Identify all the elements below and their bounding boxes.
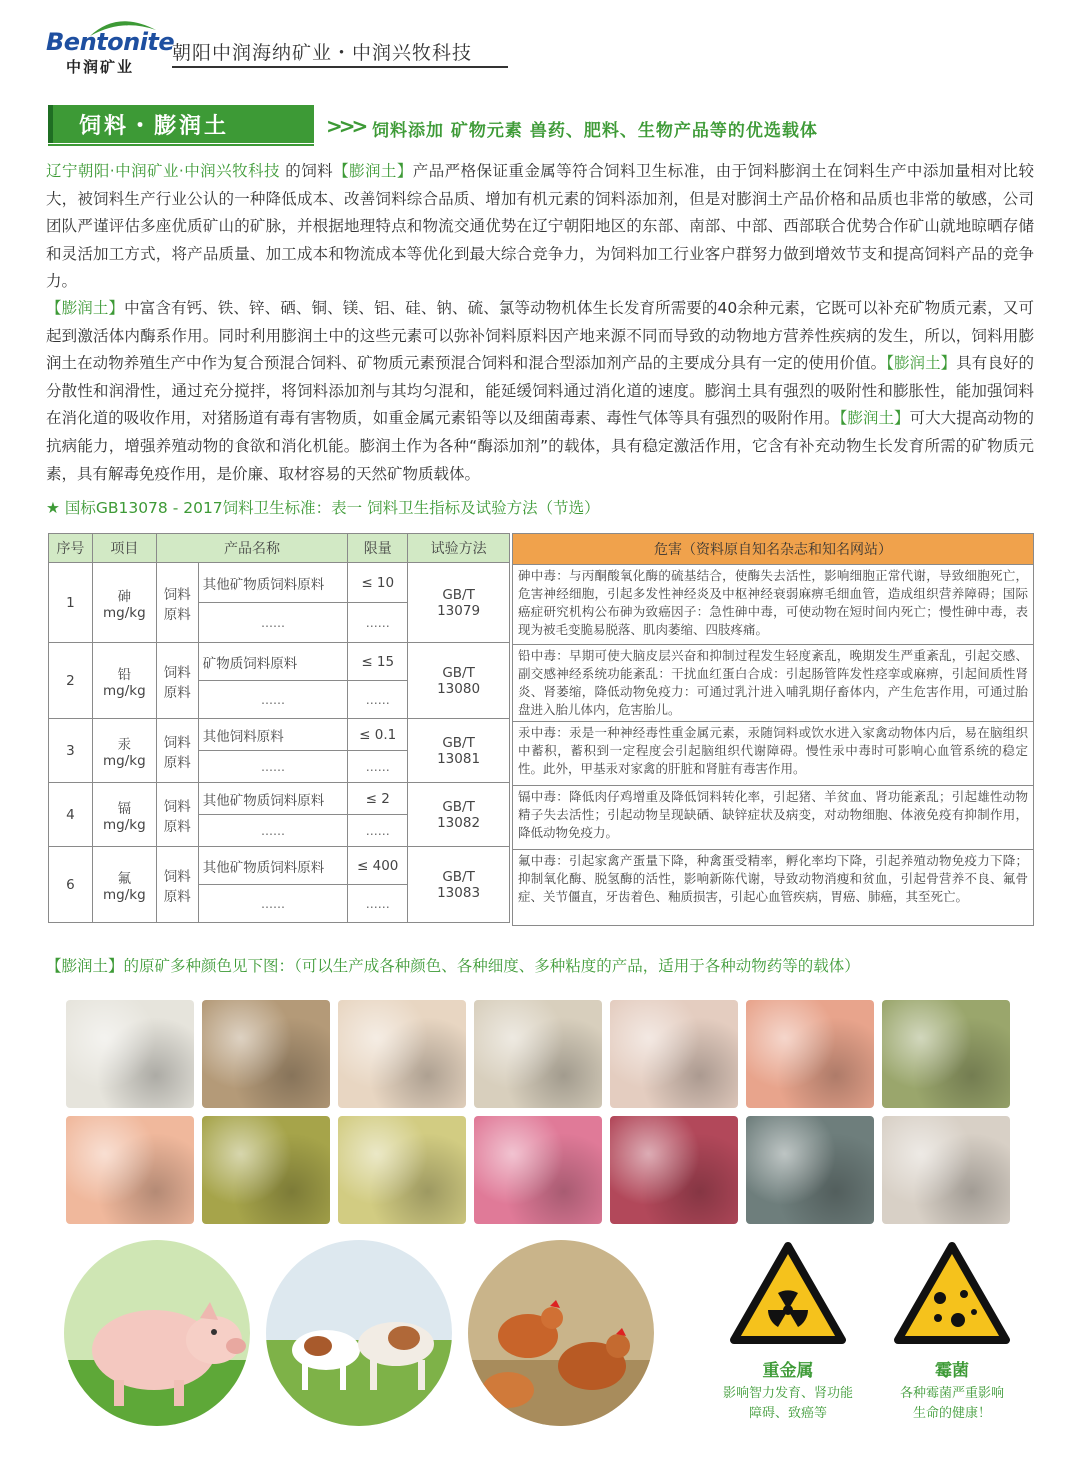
row-ellipsis: …… [348, 885, 408, 923]
logo-text: Bentonite [46, 28, 175, 56]
mineral-color-title: 【膨润土】的原矿多种颜色见下图：（可以生产成各种颜色、各种细度、多种粘度的产品，适用于各种动物药等的载体） [46, 957, 860, 975]
standard-table [48, 533, 510, 923]
pig-image [64, 1240, 250, 1426]
title-underline [172, 66, 508, 68]
table-row [49, 643, 510, 681]
harm-row [513, 850, 1034, 926]
harm-row [513, 722, 1034, 786]
harm-row [513, 645, 1034, 722]
mineral-sample-image [746, 1116, 874, 1224]
row-ellipsis: …… [198, 751, 348, 783]
harm-header: 危害（资料原自知名杂志和知名网站） [513, 534, 1034, 565]
col-header: 产品名称 [156, 534, 347, 563]
mineral-sample-image [474, 1000, 602, 1108]
row-number: 4 [49, 783, 93, 847]
mineral-sample-image [610, 1116, 738, 1224]
row-ellipsis: …… [198, 603, 348, 643]
row-product: 其他矿物质饲料原料 [198, 847, 348, 885]
harm-text: 砷中毒：与丙酮酸氧化酶的硫基结合，使酶失去活性，影响细胞正常代谢，导致细胞死亡，危害神经细胞，引起多发性神经炎及中枢神经衰弱麻痹毛细血管，造成组织营养障碍；国际癌症研究机构公布砷为致癌因子：急性砷中毒，可使动物在短时间内死亡；慢性砷中毒，表现为被毛变脆易脱落、肌肉萎缩、四肢疼痛。 [513, 565, 1034, 645]
mineral-sample-image [746, 1000, 874, 1108]
intro-paragraph: 辽宁朝阳·中润矿业·中润兴牧科技 的饲料【膨润土】产品严格保证重金属等符合饲料卫生标准，由于饲料膨润土在饲料生产中添加量相对比较大，被饲料生产行业公认的一种降低成本、改善饲料综合品质、增加有机元素的饲料添加剂，但是对膨润土产品价格和品质也非常的敏感，公司团队严谨评估多座优质矿山的矿脉，并根据地理特点和物流交通优势在辽宁朝阳地区的东部、南部、中部、西部联合优势合作矿山就地晾晒存储和灵活加工方式，将产品质量、加工成本和物流成本等优化到最大综合竞争力，为饲料加工行业客户群努力做到增效节支和提高饲料产品的竞争力。 [46, 162, 1034, 291]
body-paragraph: 【膨润土】中富含有钙、铁、锌、硒、铜、镁、铝、硅、钠、硫、氯等动物机体生长发育所需要的40余种元素，它既可以补充矿物质元素，又可起到激活体内酶系作用。同时利用膨润土中的这些元素可以弥补饲料原料因产地来源不同而导致的动物地方营养性疾病的发生，所以，饲料用膨润土在动物养殖生产中作为复合预混合饲料、矿物质元素预混合饲料和混合型添加剂产品的主要成分具有一定的使用价值。【膨润土】具有良好的分散性和润滑性，通过充分搅拌，将饲料添加剂与其均匀混和，能延缓饲料通过消化道的速度。膨润土具有强烈的吸附性和膨胀性，能加强饲料在消化道的吸收作用，对猪肠道有毒有害物质，如重金属元素铅等以及细菌毒素、毒性气体等具有强烈的吸附作用。【膨润土】可大大提高动物的抗病能力，增强养殖动物的食欲和消化机能。膨润土作为各种“酶添加剂”的载体，具有稳定激活作用，它含有补充动物生长发育所需的矿物质元素，具有解毒免疫作用，是价廉、取材容易的天然矿物质载体。 [46, 299, 1034, 483]
chevrons-icon: >>> [326, 114, 365, 138]
mineral-sample-image [66, 1116, 194, 1224]
col-header: 试验方法 [408, 534, 510, 563]
mineral-sample-image [882, 1000, 1010, 1108]
row-category: 饲料原料 [156, 847, 198, 923]
row-category: 饲料原料 [156, 563, 198, 643]
row-ellipsis: …… [348, 603, 408, 643]
row-item: 镉 mg/kg [92, 783, 156, 847]
mineral-sample-image [338, 1000, 466, 1108]
mineral-sample-image [66, 1000, 194, 1108]
row-number: 2 [49, 643, 93, 719]
banner-subtitle: 饲料添加 矿物元素 兽药、肥料、生物产品等的优选载体 [372, 121, 818, 141]
banner-underline [48, 144, 314, 146]
table-row [49, 719, 510, 751]
mineral-sample-image [882, 1116, 1010, 1224]
mineral-sample-image [202, 1000, 330, 1108]
row-category: 饲料原料 [156, 783, 198, 847]
table-header-row [49, 534, 510, 563]
row-item: 氟 mg/kg [92, 847, 156, 923]
harm-table [512, 533, 1034, 926]
row-item: 砷 mg/kg [92, 563, 156, 643]
radiation-icon [728, 1240, 848, 1348]
row-ellipsis: …… [198, 885, 348, 923]
col-header: 限量 [348, 534, 408, 563]
logo-subtext: 中润矿业 [66, 58, 135, 76]
cattle-image [266, 1240, 452, 1426]
row-limit: ≤ 10 [348, 563, 408, 603]
row-limit: ≤ 400 [348, 847, 408, 885]
row-ellipsis: …… [348, 815, 408, 847]
row-method: GB/T 13081 [408, 719, 510, 783]
row-item: 汞 mg/kg [92, 719, 156, 783]
row-ellipsis: …… [348, 681, 408, 719]
harm-text: 镉中毒：降低肉仔鸡增重及降低饲料转化率，引起猪、羊贫血、肾功能紊乱；引起雄性动物精子失去活性；引起动物呈现缺硒、缺锌症状及病变，对动物细胞、体液免疫有抑制作用，降低动物免疫力。 [513, 786, 1034, 850]
row-ellipsis: …… [198, 681, 348, 719]
row-category: 饲料原料 [156, 719, 198, 783]
row-ellipsis: …… [198, 815, 348, 847]
warning-title: 霉菌 [935, 1361, 969, 1381]
harm-text: 氟中毒：引起家禽产蛋量下降，种禽蛋受精率，孵化率均下降，引起养殖动物免疫力下降；抑制氧化酶、脱氢酶的活性，影响新陈代谢，导致动物消瘦和贫血，引起骨营养不良、氟骨症、关节僵直，牙齿着色、釉质损害，引起心血管疾病，胃癌、肺癌，其至死亡。 [513, 850, 1034, 926]
row-product: 矿物质饲料原料 [198, 643, 348, 681]
row-method: GB/T 13080 [408, 643, 510, 719]
harm-row [513, 565, 1034, 645]
harm-text: 铅中毒：早期可使大脑皮层兴奋和抑制过程发生轻度紊乱，晚期发生严重紊乱，引起交感、副交感神经系统功能紊乱：干扰血红蛋白合成：引起肠管阵发性痉挛或麻痹，引起间质性肾炎、肾萎缩，降低动物免疫力：可通过乳汁进入哺乳期仔畜体内，产生危害作用，可通过胎盘进入胎儿体内，危害胎儿。 [513, 645, 1034, 722]
mineral-sample-image [474, 1116, 602, 1224]
mineral-sample-image [610, 1000, 738, 1108]
table-row [49, 563, 510, 603]
mold-icon [892, 1240, 1012, 1348]
row-limit: ≤ 2 [348, 783, 408, 815]
row-method: GB/T 13083 [408, 847, 510, 923]
standard-title: ★ 国标GB13078 - 2017饲料卫生标准：表一 饲料卫生指标及试验方法（节选） [46, 499, 600, 517]
row-item: 铅 mg/kg [92, 643, 156, 719]
harm-text: 汞中毒：汞是一种神经毒性重金属元素，汞随饲料或饮水进入家禽动物体内后，易在脑组织中蓄积，蓄积到一定程度会引起脑组织代谢障碍。慢性汞中毒时可影响心血管系统的稳定性。此外，甲基汞对家禽的肝脏和肾脏有毒害作用。 [513, 722, 1034, 786]
row-limit: ≤ 15 [348, 643, 408, 681]
section-banner: 饲料・膨润土 [48, 105, 314, 143]
row-ellipsis: …… [348, 751, 408, 783]
warning-text: 影响智力发育、肾功能 障碍、致癌等 [722, 1386, 853, 1421]
row-product: 其他矿物质饲料原料 [198, 563, 348, 603]
chicken-image [468, 1240, 654, 1426]
row-number: 6 [49, 847, 93, 923]
company-name: 辽宁朝阳·中润矿业·中润兴牧科技 [46, 162, 280, 180]
col-header: 序号 [49, 534, 93, 563]
row-product: 其他矿物质饲料原料 [198, 783, 348, 815]
page-title: 朝阳中润海纳矿业・中润兴牧科技 [172, 42, 473, 64]
row-method: GB/T 13082 [408, 783, 510, 847]
table-row [49, 847, 510, 885]
row-category: 饲料原料 [156, 643, 198, 719]
table-row [49, 783, 510, 815]
row-number: 1 [49, 563, 93, 643]
harm-row [513, 786, 1034, 850]
col-header: 项目 [92, 534, 156, 563]
warning-text: 各种霉菌严重影响 生命的健康！ [899, 1386, 1004, 1421]
mineral-sample-image [202, 1116, 330, 1224]
warning-title: 重金属 [762, 1361, 814, 1381]
row-number: 3 [49, 719, 93, 783]
mineral-sample-image [338, 1116, 466, 1224]
row-limit: ≤ 0.1 [348, 719, 408, 751]
row-method: GB/T 13079 [408, 563, 510, 643]
row-product: 其他饲料原料 [198, 719, 348, 751]
